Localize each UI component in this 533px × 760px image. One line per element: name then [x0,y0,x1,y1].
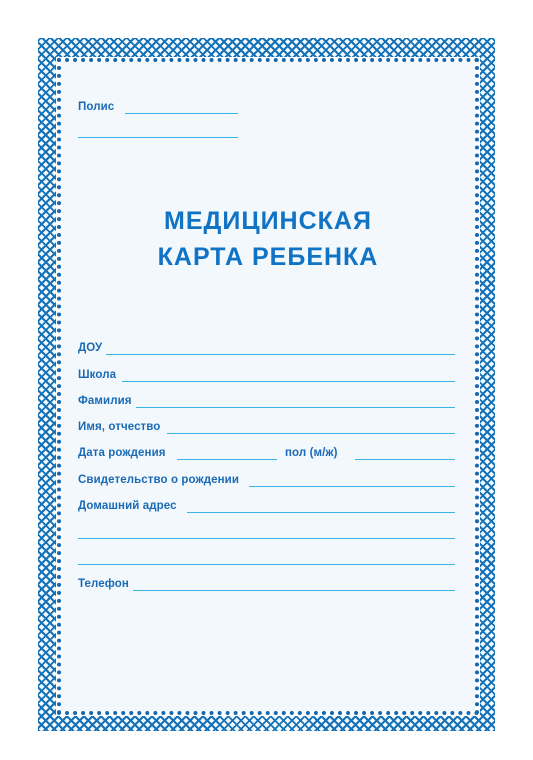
school-line [122,381,455,382]
title-line-1: МЕДИЦИНСКАЯ [164,207,372,235]
school-label: Школа [78,369,117,381]
dou-line [106,354,455,355]
birth-certificate-line [249,486,455,487]
title-line-2: КАРТА РЕБЕНКА [157,243,379,271]
address-line-2 [78,538,455,539]
policy-line-2 [78,137,238,138]
dou-label: ДОУ [78,342,103,354]
birth-certificate-label: Свидетельство о рождении [78,474,240,486]
phone-label: Телефон [78,578,129,590]
dotted-frame [57,58,479,715]
sex-label: пол (м/ж) [285,447,338,459]
name-patronymic-label: Имя, отчество [78,421,161,433]
sex-line [355,459,455,460]
surname-label: Фамилия [78,395,132,407]
surname-line [136,407,455,408]
birth-date-line [177,459,277,460]
home-address-label: Домашний адрес [78,500,177,512]
phone-line [133,590,455,591]
policy-line-1 [125,113,238,114]
home-address-line [187,512,455,513]
policy-label: Полис [78,101,115,113]
name-patronymic-line [167,433,455,434]
birth-date-label: Дата рождения [78,447,166,459]
address-line-3 [78,564,455,565]
